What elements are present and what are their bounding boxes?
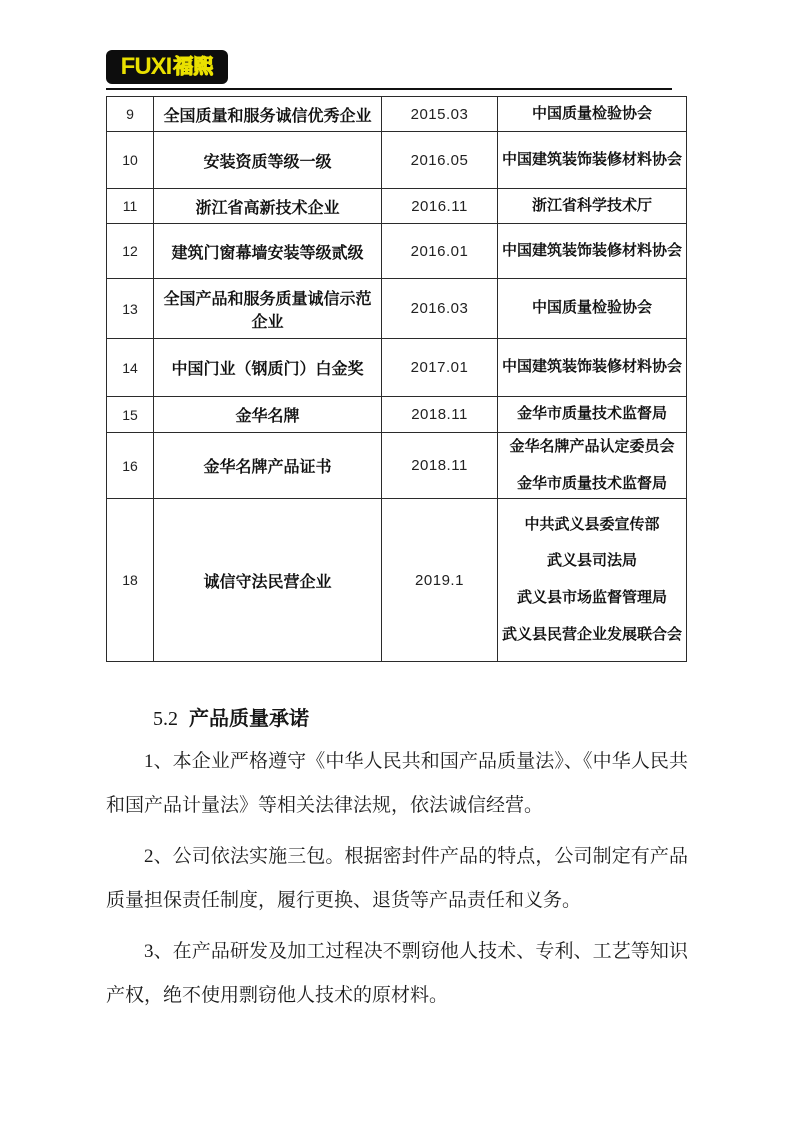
row-number: 18 bbox=[107, 499, 154, 662]
row-number: 13 bbox=[107, 279, 154, 339]
row-number: 12 bbox=[107, 224, 154, 279]
issuing-org-line: 中国建筑装饰装修材料协会 bbox=[502, 241, 683, 259]
issuing-org bbox=[498, 397, 687, 433]
award-name: 金华名牌 bbox=[154, 397, 382, 433]
section-title: 产品质量承诺 bbox=[189, 708, 309, 730]
row-number: 10 bbox=[107, 132, 154, 189]
body-paragraph: 1、本企业严格遵守《中华人民共和国产品质量法》、《中华人民共和国产品计量法》等相关法律法规，依法诚信经营。 bbox=[106, 751, 688, 816]
header-divider bbox=[106, 88, 672, 90]
issuing-org-line: 中国建筑装饰装修材料协会 bbox=[502, 150, 683, 168]
award-name: 诚信守法民营企业 bbox=[154, 499, 382, 662]
table-row bbox=[107, 132, 687, 189]
row-number: 11 bbox=[107, 189, 154, 224]
award-date: 2017.01 bbox=[382, 339, 498, 397]
paragraphs bbox=[106, 740, 688, 1025]
issuing-org-line: 浙江省科学技术厅 bbox=[531, 196, 652, 214]
logo-cjk-text: 福熙 bbox=[173, 56, 214, 78]
body-paragraph: 3、在产品研发及加工过程决不剽窃他人技术、专利、工艺等知识产权，绝不使用剽窃他人技术的原材料。 bbox=[106, 941, 688, 1006]
issuing-org bbox=[498, 189, 687, 224]
award-date: 2018.11 bbox=[382, 397, 498, 433]
issuing-org bbox=[498, 97, 687, 132]
issuing-org-line: 武义县市场监督管理局 bbox=[516, 589, 667, 606]
body-paragraph: 2、公司依法实施三包。根据密封件产品的特点，公司制定有产品质量担保责任制度，履行更换、退货等产品责任和义务。 bbox=[106, 846, 688, 911]
table-row bbox=[107, 339, 687, 397]
issuing-org-line: 武义县司法局 bbox=[546, 552, 637, 570]
award-name: 金华名牌产品证书 bbox=[154, 433, 382, 499]
issuing-org-line: 中国建筑装饰装修材料协会 bbox=[502, 358, 683, 376]
award-name: 中国门业（钢质门）白金奖 bbox=[154, 339, 382, 397]
issuing-org-line: 金华名牌产品认定委员会 bbox=[509, 437, 675, 455]
company-logo bbox=[106, 50, 228, 84]
table-row bbox=[107, 97, 687, 132]
award-date: 2019.1 bbox=[382, 499, 498, 662]
issuing-org-line: 中国质量检验协会 bbox=[531, 104, 652, 122]
issuing-org bbox=[498, 499, 687, 662]
table-row bbox=[107, 433, 687, 499]
awards-table bbox=[106, 96, 687, 662]
row-number: 9 bbox=[107, 97, 154, 132]
issuing-org bbox=[498, 279, 687, 339]
issuing-org-line: 金华市质量技术监督局 bbox=[516, 405, 667, 423]
row-number: 16 bbox=[107, 433, 154, 499]
table-row bbox=[107, 224, 687, 279]
section-number: 5.2 bbox=[153, 708, 178, 730]
row-number: 14 bbox=[107, 339, 154, 397]
award-date: 2016.11 bbox=[382, 189, 498, 224]
award-name: 浙江省高新技术企业 bbox=[154, 189, 382, 224]
award-date: 2016.01 bbox=[382, 224, 498, 279]
table-row bbox=[107, 499, 687, 662]
issuing-org bbox=[498, 132, 687, 189]
issuing-org bbox=[498, 339, 687, 397]
issuing-org-line: 中国质量检验协会 bbox=[531, 299, 652, 317]
issuing-org-line: 中共武义县委宣传部 bbox=[524, 515, 660, 533]
award-date: 2016.03 bbox=[382, 279, 498, 339]
award-name: 建筑门窗幕墙安装等级贰级 bbox=[154, 224, 382, 279]
row-number: 15 bbox=[107, 397, 154, 433]
award-name: 安装资质等级一级 bbox=[154, 132, 382, 189]
table-row bbox=[107, 279, 687, 339]
issuing-org bbox=[498, 224, 687, 279]
issuing-org bbox=[498, 433, 687, 499]
award-date: 2016.05 bbox=[382, 132, 498, 189]
table-row bbox=[107, 397, 687, 433]
table-row bbox=[107, 189, 687, 224]
award-date: 2018.11 bbox=[382, 433, 498, 499]
logo-latin-text: FUXI bbox=[120, 53, 172, 80]
award-date: 2015.03 bbox=[382, 97, 498, 132]
section-heading bbox=[153, 702, 309, 731]
issuing-org-line: 金华市质量技术监督局 bbox=[516, 474, 667, 492]
award-name: 全国质量和服务诚信优秀企业 bbox=[154, 97, 382, 132]
issuing-org-line: 武义县民营企业发展联合会 bbox=[502, 625, 683, 643]
awards-table-body bbox=[107, 97, 687, 662]
award-name: 全国产品和服务质量诚信示范企业 bbox=[154, 279, 382, 339]
